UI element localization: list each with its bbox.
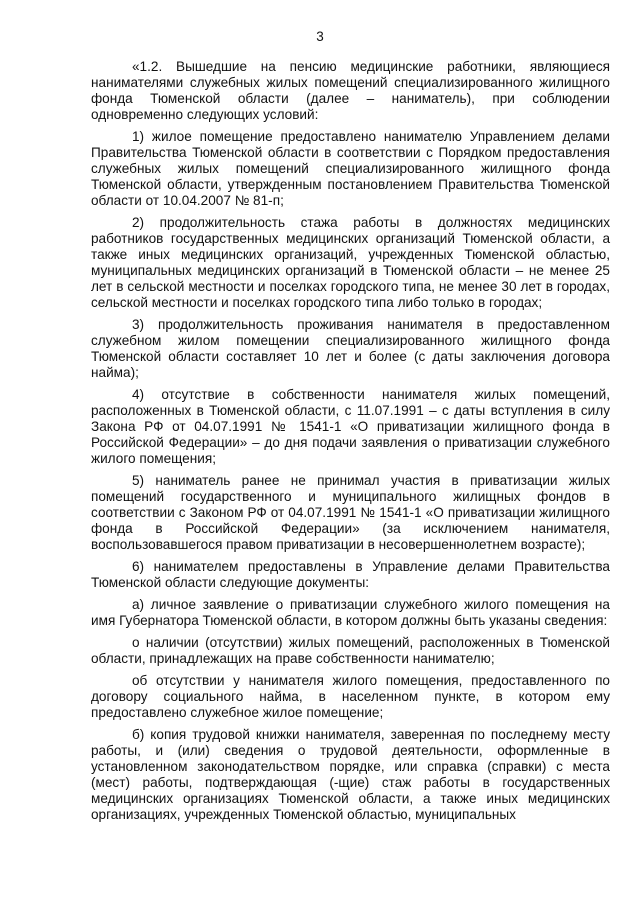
document-body (91, 59, 610, 829)
paragraph-item-a: а) личное заявление о приватизации служебного жилого помещения на имя Губернатора Тюменской области, в котором должны быть указаны сведения: (91, 597, 610, 628)
paragraph-condition-3: 3) продолжительность проживания нанимателя в предоставленном служебном жилом помещении специализированного жилищного фонда Тюменской области составляет 10 лет и более (с даты заключения договора найма); (91, 317, 610, 380)
paragraph-condition-4: 4) отсутствие в собственности нанимателя жилых помещений, расположенных в Тюменской области, с 11.07.1991 – с даты вступления в силу Закона РФ от 04.07.1991 № 1541-1 «О приватизации жилищного фонда в Российской Федерации» – до дня подачи заявления о приватизации служебного жилого помещения; (91, 387, 610, 466)
paragraph-condition-6: 6) нанимателем предоставлены в Управление делами Правительства Тюменской области следующие документы: (91, 559, 610, 590)
paragraph-condition-1: 1) жилое помещение предоставлено нанимателю Управлением делами Правительства Тюменской области в соответствии с Порядком предоставления служебных жилых помещений специализированного жилищного фонда Тюменской области, утвержденным постановлением Правительства Тюменской области от 10.04.2007 № 81-п; (91, 129, 610, 208)
paragraph-condition-5: 5) наниматель ранее не принимал участия в приватизации жилых помещений государственного и муниципального жилищных фондов в соответствии с Законом РФ от 04.07.1991 № 1541-1 «О приватизации жилищного фонда в Российской Федерации» (за исключением нанимателя, воспользовавшегося правом приватизации в несовершеннолетнем возрасте); (91, 473, 610, 552)
page-number: 3 (316, 29, 324, 44)
paragraph-item-a-info-2: об отсутствии у нанимателя жилого помещения, предоставленного по договору социального найма, в населенном пункте, в котором ему предоставлено служебное жилое помещение; (91, 673, 610, 720)
paragraph-item-b: б) копия трудовой книжки нанимателя, заверенная по последнему месту работы, и (или) сведения о трудовой деятельности, оформленные в установленном законодательством порядке, или справка (справки) с места (мест) работы, подтверждающая (-щие) стаж работы в государственных медицинских организациях Тюменской области, а также иных медицинских организациях, учрежденных Тюменской областью, муниципальных (91, 727, 610, 822)
paragraph-1-2-intro: «1.2. Вышедшие на пенсию медицинские работники, являющиеся нанимателями служебных жилых помещений специализированного жилищного фонда Тюменской области (далее – наниматель), при соблюдении одновременно следующих условий: (91, 59, 610, 122)
paragraph-condition-2: 2) продолжительность стажа работы в должностях медицинских работников государственных медицинских организаций Тюменской области, а также иных медицинских организаций, учрежденных Тюменской областью, муниципальных медицинских организаций в Тюменской области – не менее 25 лет в сельской местности и поселках городского типа, не менее 30 лет в городах, сельской местности и поселках городского типа либо только в городах; (91, 215, 610, 310)
paragraph-item-a-info-1: о наличии (отсутствии) жилых помещений, расположенных в Тюменской области, принадлежащих на праве собственности нанимателю; (91, 635, 610, 666)
